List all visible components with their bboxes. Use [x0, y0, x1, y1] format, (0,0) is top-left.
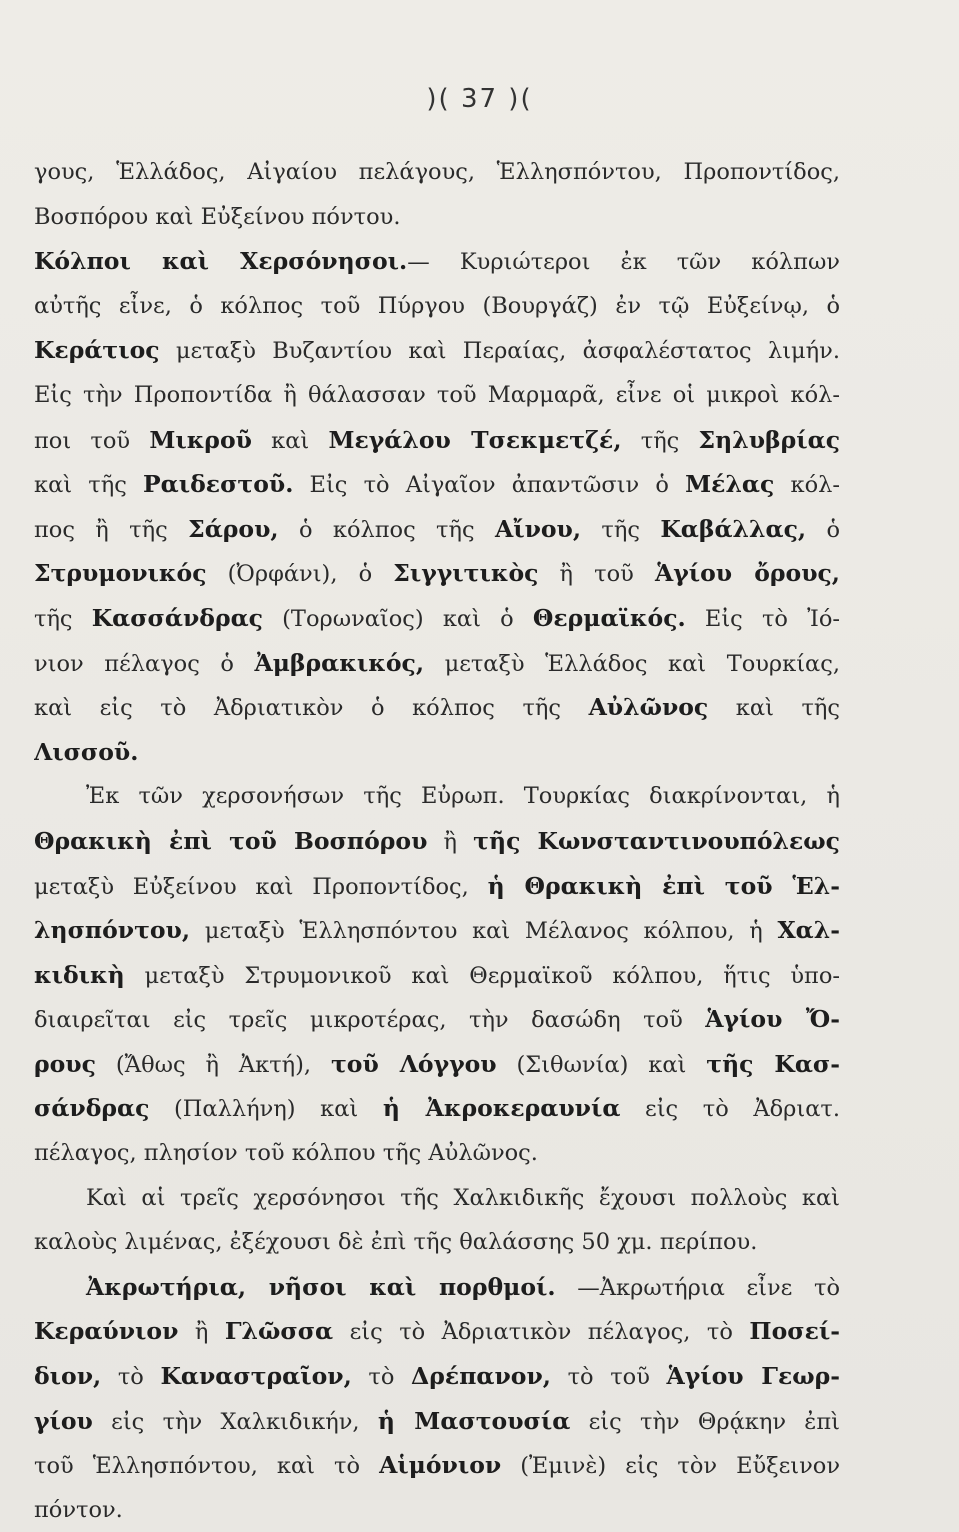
bold-term: τοῦ Λόγγου: [330, 1049, 497, 1078]
paragraph: [34, 1176, 840, 1265]
text-line: [34, 239, 840, 284]
text-run: εἰς τὸ Ἀδριατ.: [620, 1096, 840, 1123]
text-run: τῆς: [34, 605, 92, 632]
text-line: [34, 284, 840, 329]
bold-term: λησπόντου,: [34, 916, 191, 945]
bold-term: τῆς Κασ-: [706, 1049, 840, 1078]
text-line: [34, 953, 840, 998]
text-line: [34, 1131, 840, 1176]
bold-term: κιδικὴ: [34, 960, 125, 989]
text-run: πόντον.: [34, 1496, 123, 1523]
bold-term: Μέλας: [685, 470, 775, 499]
paragraph: [34, 150, 840, 239]
text-line: [34, 1220, 840, 1265]
bold-term: Αὐλῶνος: [588, 693, 709, 722]
bold-term: Ἀμβρακικός,: [254, 648, 424, 677]
text-run: τὸ: [101, 1364, 161, 1391]
text-line: [34, 685, 840, 730]
bold-term: Κόλποι καὶ Χερσόνησοι.: [34, 247, 408, 276]
bold-term: Ἁγίου Ὄ-: [705, 1005, 840, 1034]
bold-term: ἡ Θρακικὴ ἐπὶ τοῦ Ἑλ-: [487, 871, 840, 900]
text-run: τοῦ Ἑλλησπόντου, καὶ τὸ: [34, 1453, 380, 1480]
bold-term: Ἁγίου Γεωρ-: [666, 1362, 840, 1391]
text-run: αὐτῆς εἶνε, ὁ κόλπος τοῦ Πύργου (Βουργάζ) ἐν τῷ Εὐξείνῳ, ὁ: [34, 292, 840, 319]
text-run: μεταξὺ Βυζαντίου καὶ Περαίας, ἀσφαλέστατος λιμήν.: [159, 338, 840, 365]
text-run: ποι τοῦ: [34, 427, 150, 454]
text-line: [34, 908, 840, 953]
bold-term: Γλῶσσα: [224, 1317, 334, 1346]
text-run: (Ἐμινὲ) εἰς τὸν Εὔξεινον: [501, 1453, 840, 1480]
text-run: τὸ τοῦ: [550, 1364, 667, 1391]
text-run: καὶ εἰς τὸ Ἀδριατικὸν ὁ κόλπος τῆς: [34, 695, 589, 722]
bold-term: Θερμαϊκός.: [532, 603, 686, 632]
text-run: γους, Ἑλλάδος, Αἰγαίου πελάγους, Ἑλλησπόντου, Προποντίδος,: [34, 159, 840, 185]
text-run: Βοσπόρου καὶ Εὐξείνου πόντου.: [34, 203, 401, 230]
bold-term: Ραιδεστοῦ.: [142, 470, 294, 499]
bold-term: Ποσεί-: [749, 1317, 840, 1346]
paragraph: [34, 239, 840, 774]
text-run: (Τορωναῖος) καὶ ὁ: [262, 605, 533, 632]
text-line: [34, 864, 840, 909]
text-run: μεταξὺ Εὐξείνου καὶ Προποντίδος,: [34, 873, 488, 900]
bold-term: Κασσάνδρας: [91, 603, 263, 632]
text-line: [34, 774, 840, 819]
text-line: [34, 1042, 840, 1087]
text-run: μεταξὺ Ἑλλησπόντου καὶ Μέλανος κόλπου, ἡ: [190, 918, 778, 945]
text-line: [34, 1309, 840, 1354]
text-line: [34, 551, 840, 596]
text-run: ἢ τοῦ: [538, 561, 655, 588]
paragraph: [34, 774, 840, 1175]
text-line: [34, 997, 840, 1042]
text-run: ὁ κόλπος τῆς: [278, 516, 495, 543]
text-run: — Κυριώτεροι ἐκ τῶν κόλπων: [407, 249, 840, 276]
text-line: [34, 1488, 840, 1532]
text-run: πέλαγος, πλησίον τοῦ κόλπου τῆς Αὐλῶνος.: [34, 1140, 538, 1167]
bold-term: Καβάλλας,: [660, 514, 807, 543]
bold-term: ρους: [34, 1049, 96, 1078]
bold-term: Χαλ-: [777, 916, 840, 945]
text-line: [34, 373, 840, 418]
text-line: [34, 418, 840, 463]
text-line: [34, 1176, 840, 1221]
bold-term: Σιγγιτικὸς: [393, 559, 539, 588]
text-run: τὸ: [351, 1364, 412, 1391]
text-run: (Σιθωνία) καὶ: [496, 1051, 707, 1078]
text-line: [34, 819, 840, 864]
text-run: ἢ: [427, 828, 474, 855]
text-line: [34, 328, 840, 373]
text-run: Καὶ αἱ τρεῖς χερσόνησοι τῆς Χαλκιδικῆς ἔχουσι πολλοὺς καὶ: [86, 1184, 840, 1211]
text-line: [34, 596, 840, 641]
text-run: Εἰς τὴν Προποντίδα ἢ θάλασσαν τοῦ Μαρμαρᾶ, εἶνε οἱ μικροὶ κόλ-: [34, 381, 840, 408]
text-line: [34, 462, 840, 507]
text-run: Εἰς τὸ Αἰγαῖον ἀπαντῶσιν ὁ: [293, 472, 686, 499]
text-run: (Παλλήνη) καὶ: [149, 1096, 383, 1123]
text-run: ὁ: [806, 516, 840, 543]
text-line: [34, 507, 840, 552]
bold-term: τῆς Κωνσταντινουπόλεως: [473, 826, 840, 855]
bold-term: Λισσοῦ.: [34, 737, 139, 766]
text-run: καὶ τῆς: [34, 472, 143, 499]
bold-term: διον,: [34, 1362, 102, 1391]
text-run: εἰς τὴν Θρᾴκην ἐπὶ: [570, 1408, 840, 1435]
text-run: διαιρεῖται εἰς τρεῖς μικροτέρας, τὴν δασώδη τοῦ: [34, 1007, 706, 1034]
bold-term: Καναστραῖον,: [160, 1362, 352, 1391]
page-number: )( 37 )(: [426, 84, 533, 114]
bold-term: γίου: [34, 1406, 93, 1435]
text-run: εἰς τὴν Χαλκιδικήν,: [92, 1408, 378, 1435]
bold-term: Μεγάλου Τσεκμετζέ,: [328, 425, 622, 454]
body-text: [34, 150, 840, 1532]
text-line: [34, 1443, 840, 1488]
text-run: πος ἢ τῆς: [34, 516, 189, 543]
text-run: κόλ-: [774, 472, 840, 499]
bold-term: ἡ Μαστουσία: [377, 1406, 571, 1435]
bold-term: Μικροῦ: [149, 425, 252, 454]
bold-term: Ἀκρωτήρια, νῆσοι καὶ πορθμοί.: [86, 1272, 556, 1301]
bold-term: ἡ Ἀκροκεραυνία: [382, 1094, 621, 1123]
bold-term: Κεράτιος: [34, 336, 160, 365]
bold-term: Αἴνου,: [494, 514, 582, 543]
bold-term: Σηλυβρίας: [698, 425, 840, 454]
text-run: μεταξὺ Ἑλλάδος καὶ Τουρκίας,: [424, 650, 840, 677]
text-run: —Ἀκρωτήρια εἶνε τὸ: [555, 1274, 840, 1301]
text-run: (Ὀρφάνι), ὁ: [206, 561, 394, 588]
bold-term: Σάρου,: [188, 514, 279, 543]
bold-term: Στρυμονικός: [34, 559, 207, 588]
bold-term: Θρακικὴ ἐπὶ τοῦ Βοσπόρου: [34, 826, 428, 855]
text-run: Ἐκ τῶν χερσονήσων τῆς Εὐρωπ. Τουρκίας διακρίνονται, ἡ: [86, 783, 840, 810]
bold-term: σάνδρας: [34, 1094, 150, 1123]
text-run: νιον πέλαγος ὁ: [34, 650, 255, 677]
text-run: Εἰς τὸ Ἰό-: [685, 605, 840, 632]
text-run: εἰς τὸ Ἀδριατικὸν πέλαγος, τὸ: [333, 1319, 750, 1346]
bold-term: Δρέπανον,: [411, 1362, 551, 1391]
text-run: καλοὺς λιμένας, ἐξέχουσι δὲ ἐπὶ τῆς θαλάσσης 50 χμ. περίπου.: [34, 1229, 758, 1256]
text-line: [34, 730, 840, 775]
text-run: τῆς: [621, 427, 699, 454]
text-line: [34, 1265, 840, 1310]
bold-term: Αἱμόνιον: [379, 1451, 502, 1480]
text-run: καὶ τῆς: [708, 695, 840, 722]
text-run: τῆς: [581, 516, 661, 543]
text-line: [34, 195, 840, 240]
paragraph: [34, 1265, 840, 1532]
text-line: [34, 150, 840, 195]
text-line: [34, 1354, 840, 1399]
bold-term: Κεραύνιον: [34, 1317, 179, 1346]
text-run: ἢ: [178, 1319, 225, 1346]
text-line: [34, 1086, 840, 1131]
text-line: [34, 1399, 840, 1444]
text-run: μεταξὺ Στρυμονικοῦ καὶ Θερμαϊκοῦ κόλπου, ἥτις ὑπο-: [124, 962, 840, 989]
bold-term: Ἁγίου ὄρους,: [654, 559, 840, 588]
text-run: καὶ: [251, 427, 329, 454]
text-line: [34, 641, 840, 686]
text-run: (Ἄθως ἢ Ἀκτή),: [95, 1051, 331, 1078]
